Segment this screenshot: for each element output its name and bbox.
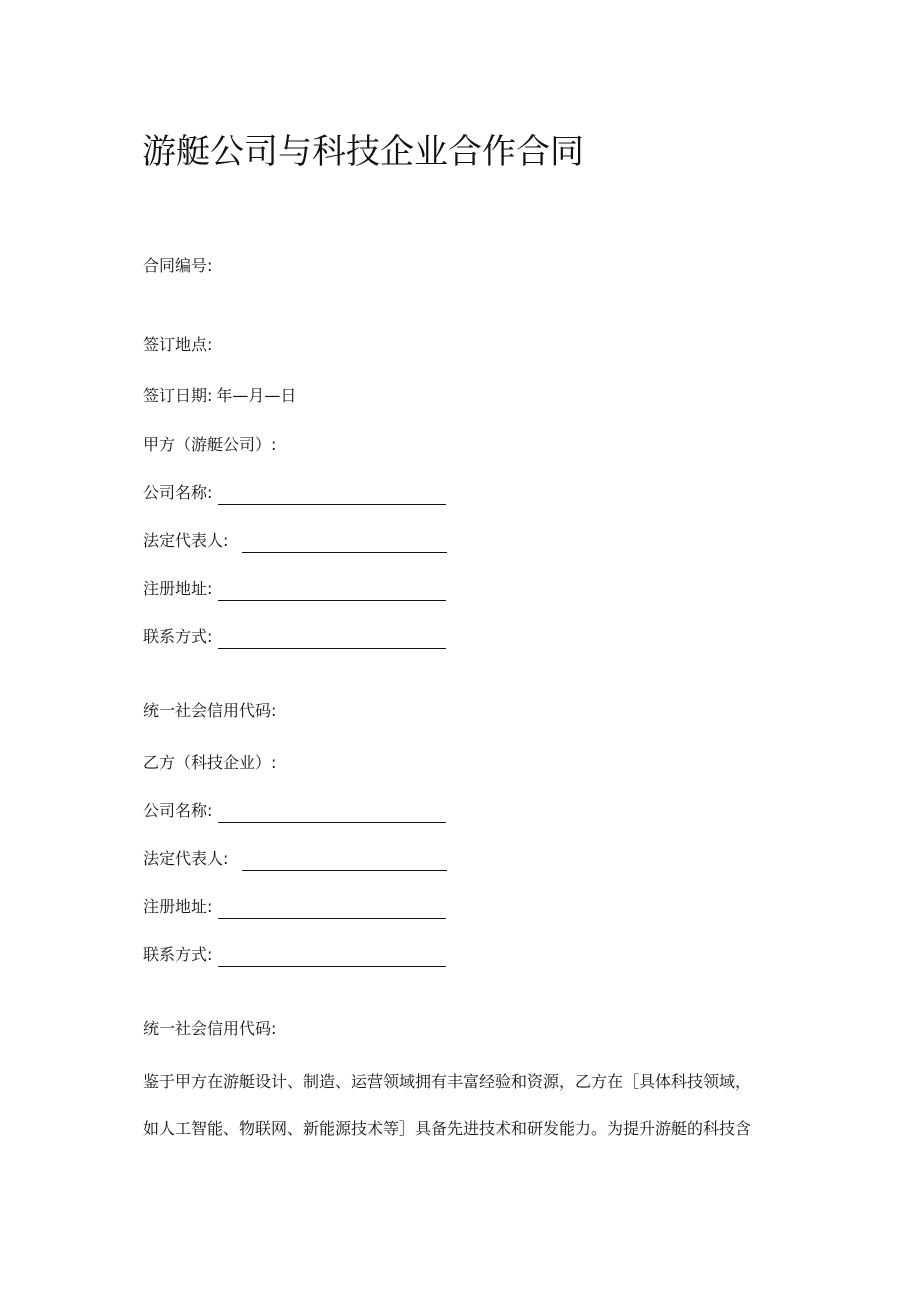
signing-place-label: [143, 333, 212, 357]
party-b-address-label: 注册地址:: [143, 897, 213, 916]
party-a-contact-line: [143, 625, 446, 649]
party-a-address-label: 注册地址:: [143, 579, 213, 598]
party-b-address-line: [143, 895, 446, 919]
party-b-contact-blank: [218, 948, 446, 967]
party-a-company-name-line: [143, 481, 446, 505]
party-b-heading: [143, 751, 276, 775]
party-a-company-name-blank: [218, 486, 446, 505]
party-a-legal-rep-line: [143, 529, 447, 553]
preamble-line-2: 如人工智能、物联网、新能源技术等］具备先进技术和研发能力。为提升游艇的科技含: [143, 1119, 752, 1138]
party-b-credit-code-label: 统一社会信用代码:: [143, 1019, 277, 1038]
party-b-legal-rep-blank: [242, 852, 447, 871]
signing-date-label: 签订日期:: [143, 386, 213, 405]
signing-date-line: [143, 384, 296, 408]
preamble-line-1: 鉴于甲方在游艇设计、制造、运营领域拥有丰富经验和资源，乙方在［具体科技领域，: [143, 1072, 752, 1091]
party-a-heading: [143, 433, 276, 457]
party-a-heading-text: 甲方（游艇公司）:: [143, 435, 277, 454]
party-a-legal-rep-blank: [242, 534, 447, 553]
party-a-address-blank: [218, 582, 446, 601]
party-a-company-name-label: 公司名称:: [143, 483, 213, 502]
party-a-credit-code-label: 统一社会信用代码:: [143, 701, 277, 720]
party-a-contact-blank: [218, 630, 446, 649]
party-b-credit-code-line: [143, 1017, 276, 1041]
party-a-address-line: [143, 577, 446, 601]
party-a-legal-rep-label: 法定代表人:: [143, 531, 229, 550]
party-b-contact-line: [143, 943, 446, 967]
party-b-contact-label: 联系方式:: [143, 945, 213, 964]
party-a-credit-code-line: [143, 699, 276, 723]
page-title: 游艇公司与科技企业合作合同: [142, 132, 584, 172]
party-a-contact-label: 联系方式:: [143, 627, 213, 646]
contract-number-text: 合同编号:: [143, 256, 213, 275]
party-b-company-name-line: [143, 799, 446, 823]
party-b-heading-text: 乙方（科技企业）:: [143, 753, 277, 772]
party-b-legal-rep-line: [143, 847, 447, 871]
party-b-address-blank: [218, 900, 446, 919]
party-b-company-name-label: 公司名称:: [143, 801, 213, 820]
signing-place-text: 签订地点:: [143, 335, 213, 354]
party-b-legal-rep-label: 法定代表人:: [143, 849, 229, 868]
signing-date-value: 年—月—日: [216, 386, 297, 405]
party-b-company-name-blank: [218, 804, 446, 823]
contract-number-label: [143, 254, 212, 278]
